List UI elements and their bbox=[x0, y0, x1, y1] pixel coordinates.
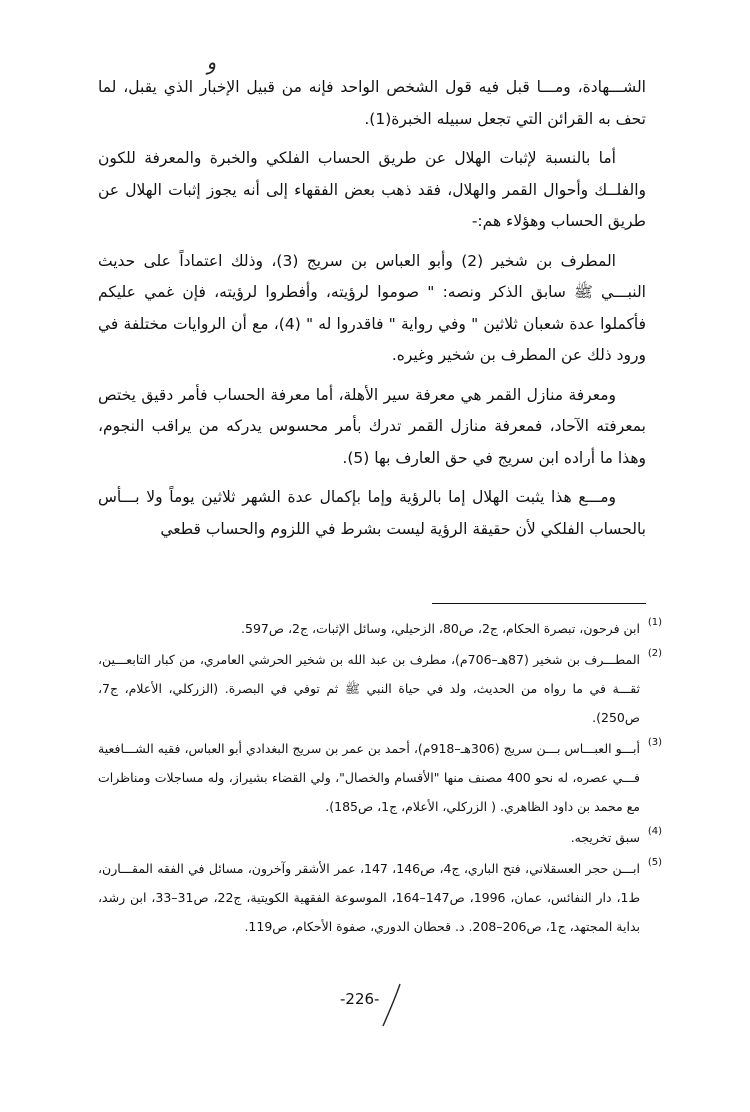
paragraph-4: ومعرفة منازل القمر هي معرفة سير الأهلة، أما معرفة الحساب فأمر دقيق يختص بمعرفته الآحاد، فمعرفة منازل القمر تدرك بأمر محسوس يدركه من يراقب النجوم، وهذا ما أراده ابن سريج في حق العارف بها (5). bbox=[98, 385, 646, 467]
footnote-2 bbox=[98, 645, 662, 732]
footnote-number: (2) bbox=[647, 648, 662, 659]
footnote-3 bbox=[98, 734, 662, 821]
footnotes bbox=[98, 614, 662, 943]
footnote-number: (4) bbox=[647, 826, 662, 837]
footnote-text: أبـــو العبـــاس بـــن سريج (306هـ–918م)، أحمد بن عمر بن سريج البغدادي أبو العباس، فقيه الشـــافعية فـــي عصره، له نحو 400 مصنف منها "الأقسام والخصال"، ولي القضاء بشيراز، وله مساجلات ومناظرات مع محمد بن داود الظاهري. ( الزركلي، الأعلام، ج1، ص185). bbox=[98, 741, 640, 814]
footnote-text: سبق تخريجه. bbox=[570, 830, 640, 845]
footnote-1 bbox=[98, 614, 662, 643]
handwritten-annotation: و bbox=[204, 49, 218, 75]
footnote-text: المطـــرف بن شخير (87هـ–706م)، مطرف بن عبد الله بن شخير الحرشي العامري، من كبار التابعـــين، ثقـــة في ما رواه من الحديث، ولد في حياة النبي ﷺ ثم توفي في البصرة. (الزركلي، الأعلام، ج7، ص250). bbox=[98, 652, 640, 725]
footnote-separator bbox=[432, 603, 646, 604]
footnote-5 bbox=[98, 854, 662, 941]
footnote-4 bbox=[98, 823, 662, 852]
pen-stroke-mark bbox=[380, 982, 404, 1028]
footnote-number: (3) bbox=[647, 737, 662, 748]
footnote-text: ابـــن حجر العسقلاني، فتح الباري، ج4، ص146، 147، عمر الأشقر وآخرون، مسائل في الفقه المقـــارن، ط1، دار النفائس، عمان، 1996، ص147–164، الموسوعة الفقهية الكويتية، ج22، ص31–33، ابن رشد، بداية المجتهد، ج1، ص206–208. د. قحطان الدوري، صفوة الأحكام، ص119. bbox=[98, 861, 641, 934]
main-text bbox=[98, 72, 646, 553]
footnote-number: (5) bbox=[647, 857, 662, 868]
paragraph-5: ومـــع هذا يثبت الهلال إما بالرؤية وإما بإكمال عدة الشهر ثلاثين يوماً ولا بـــأس بالحساب الفلكي لأن حقيقة الرؤية ليست بشرط في اللزوم والحساب قطعي bbox=[98, 488, 646, 538]
footnote-number: (1) bbox=[647, 617, 662, 628]
footnote-text: ابن فرحون، تبصرة الحكام، ج2، ص80، الزحيلي، وسائل الإثبات، ج2، ص597. bbox=[241, 621, 640, 636]
paragraph-2: أما بالنسبة لإثبات الهلال عن طريق الحساب الفلكي والخبرة والمعرفة للكون والفلــك وأحوال القمر والهلال، فقد ذهب بعض الفقهاء إلى أنه يجوز إثبات الهلال عن طريق الحساب وهؤلاء هم:- bbox=[98, 149, 646, 230]
paragraph-3: المطرف بن شخير (2) وأبو العباس بن سريج (3)، وذلك اعتماداً على حديث النبـــي ﷺ سابق الذكر ونصه: " صوموا لرؤيته، وأفطروا لرؤيته، فإن غمي عليكم فأكملوا عدة شعبان ثلاثين " وفي رواية " فاقدروا له " (4)، مع أن الروايات مختلفة في ورود ذلك عن المطرف بن شخير وغيره. bbox=[98, 251, 647, 364]
paragraph-1: الشـــهادة، ومـــا قبل فيه قول الشخص الواحد فإنه من قبيل الإخبار الذي يقبل، لما تحف به القرائن التي تجعل سبيله الخبرة(1). bbox=[98, 78, 646, 128]
page-number: -226- bbox=[340, 990, 380, 1008]
